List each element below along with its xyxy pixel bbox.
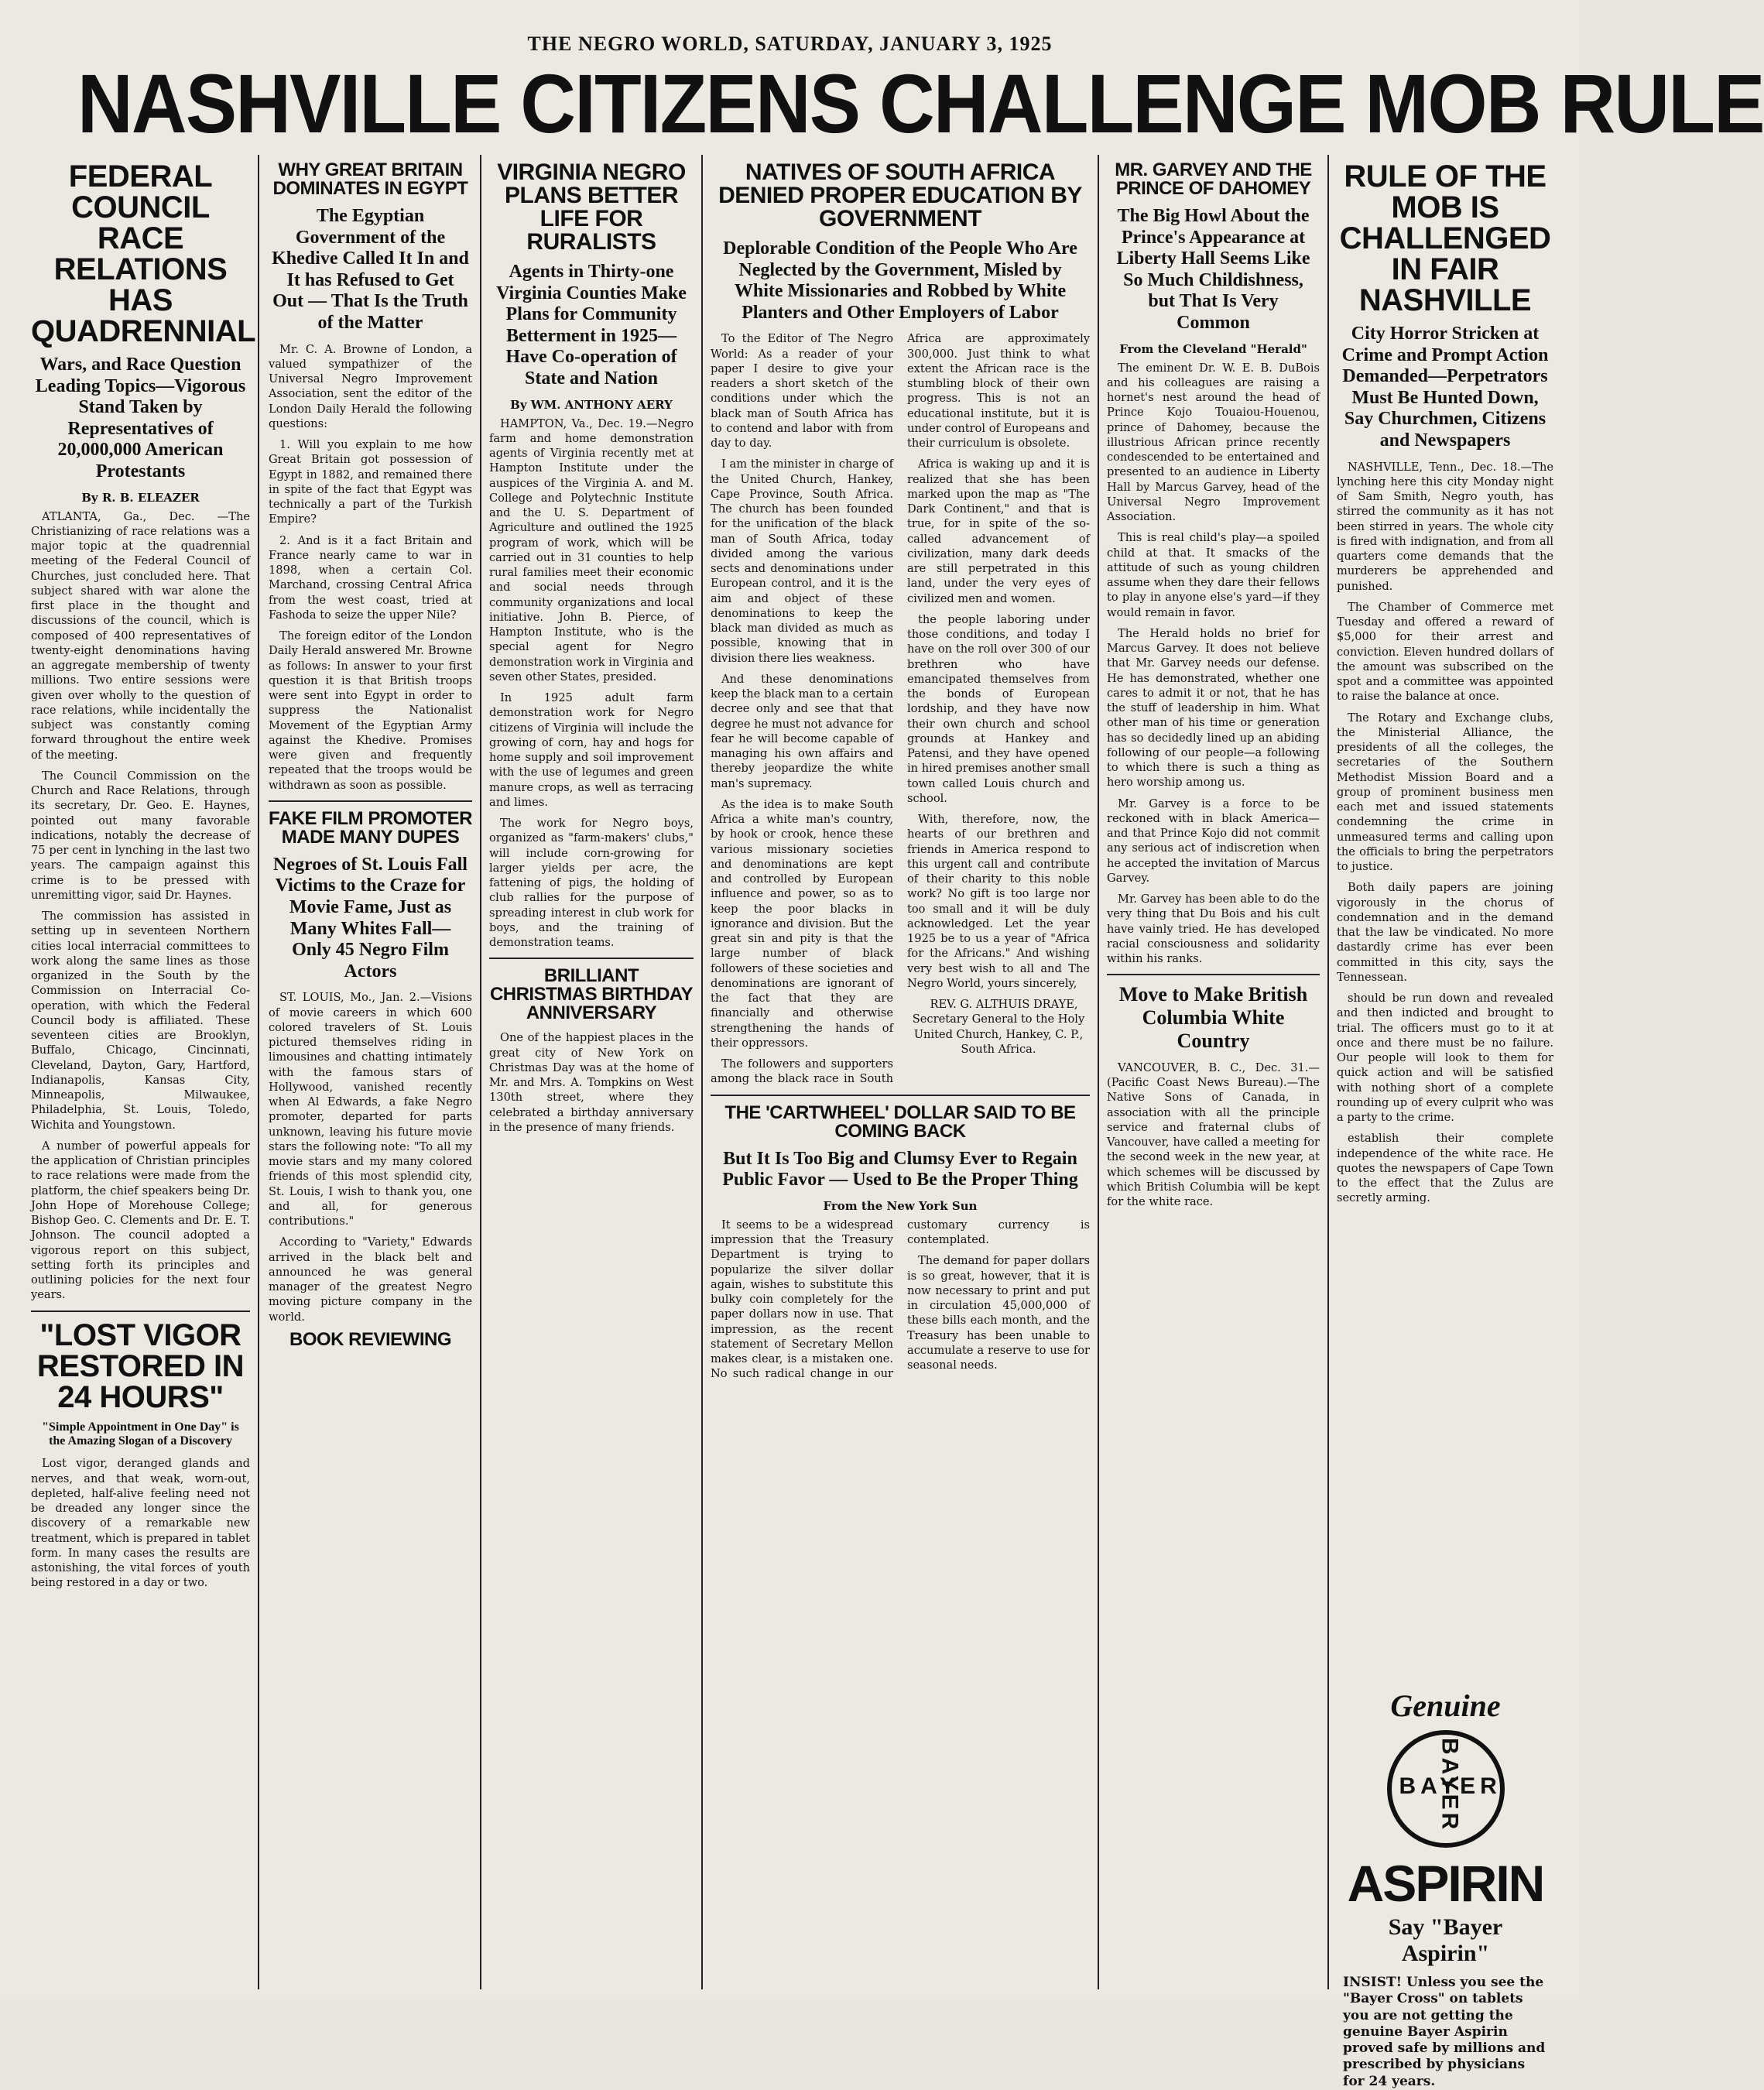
signature: REV. G. ALTHUIS DRAYE, Secretary General to the Holy United Church, Hankey, C. P., South Africa. (912, 998, 1085, 1056)
paragraph: The demand for paper dollars is so great, however, that it is now necessary to print and put in circulation 45,000,000 of these bills each month, and the Treasury has been unable to accumulate a reserve to use for seasonal needs. (907, 1254, 1090, 1372)
bayer-aspirin-ad (1343, 1687, 1548, 2089)
article-deck: Deplorable Condition of the People Who Are Neglected by the Government, Misled by White Missionaries and Robbed by White Planters and Other Employers of Labor (723, 238, 1077, 323)
paragraph: Both daily papers are joining vigorously in the chorus of condemnation and in the demand that the law be vindicated. No more dastardly crime has ever been committed in this city, says the Tennessean. (1337, 881, 1553, 984)
paragraph: The eminent Dr. W. E. B. DuBois and his colleagues are raising a hornet's nest around the head of Prince Kojo Touaiou-Houenou, prince of Dahomey, because the illustrious African prince recently condescended to be entertained and presented to an audience in Liberty Hall by Marcus Garvey, head of the Universal Negro Improvement Association. (1107, 361, 1320, 524)
article-headline: MR. GARVEY AND THE PRINCE OF DAHOMEY (1115, 159, 1312, 199)
byline: By R. B. ELEAZER (81, 490, 200, 505)
paragraph: A number of powerful appeals for the application of Christian principles to race relations were made from the platform, the chief speakers being Dr. John Hope of Morehouse College; Bishop Geo. C. Clements and Dr. E. T. Johnson. The council adopted a vigorous report on this subject, setting forth its principles and outlining policies for the next four years. (31, 1139, 250, 1302)
two-column-body (711, 331, 1090, 1086)
paragraph: This is real child's play—a spoiled child at that. It smacks of the attitude of such as young children assume when they dare their fellows to play in anyone else's yard—if they would remain in favor. (1107, 531, 1320, 619)
paragraph: HAMPTON, Va., Dec. 19.—Negro farm and home demonstration agents of Virginia recently met at Hampton Institute under the auspices of the Virginia A. and M. College and Polytechnic Institute and the U. S. Department of Agriculture and outlined the 1925 program of work, which will be carried out in 31 counties to help rural families meet their economic and social needs through community organizations and local initiative. John B. Pierce, of Hampton Institute, who is the special agent for Negro demonstration work in Virginia and seven other States, presided. (489, 416, 694, 684)
column-3 (481, 155, 703, 1989)
article-headline: BRILLIANT CHRISTMAS BIRTHDAY ANNIVERSARY (489, 965, 694, 1024)
paragraph: ST. LOUIS, Mo., Jan. 2.—Visions of movie careers in which 600 colored travelers of St. Louis pictured themselves riding in limousines and chatting intimately with the famous stars of Hollywood, vanished recently when Al Edwards, a fake Negro promoter, departed for parts unknown, leaving his future movie stars the following note: "To all my movie stars and my many colored friends of this most splendid city, St. Louis, I wish to thank you, one and all, for generous contributions." (269, 991, 472, 1228)
paragraph: The foreign editor of the London Daily Herald answered Mr. Browne as follows: In answer to your first question it is that British troops were sent into Egypt in order to suppress the Nationalist Movement of the Egyptian Army against the Khedive. Promises were given and frequently repeated that the troops would be withdrawn as soon as possible. (269, 629, 472, 792)
paragraph: the people laboring under those conditions, and today I have on the roll over 300 of our brethren who have emancipated themselves from the bonds of European lordship, and they have now their own church and school grounds at Hankey and Patensi, and they have opened in hired premises another small town called Louis church and school. (907, 612, 1090, 805)
paragraph: 2. And is it a fact Britain and France nearly came to war in 1898, when a certain Col. Marchand, crossing Central Africa from the west coast, tried at Fashoda to seize the upper Nile? (269, 533, 472, 622)
paragraph: ATLANTA, Ga., Dec. —The Christianizing of race relations was a major topic at the quadrennial meeting of the Federal Council of Churches, just concluded here. That subject shared with war alone the first place in the thought and discussions of the council, which is composed of 400 representatives of twenty-eight denominations having an aggregate membership of twenty millions. Two entire sessions were given over wholly to the question of race relations, while incidentally the subject was constantly coming forward throughout the entire week of the meeting. (31, 509, 250, 762)
article-headline: Move to Make British Columbia White Country (1118, 983, 1308, 1053)
paragraph: establish their complete independence of the white race. He quotes the newspapers of Cape Town to the effect that the Zulus are secretly arming. (1337, 1132, 1553, 1205)
paragraph: The work for Negro boys, organized as "farm-makers' clubs," will include corn-growing for larger yields per acre, the fattening of pigs, the holding of club rallies for the purpose of spreading interest in club work for boys, and the training of demonstration teams. (489, 817, 694, 950)
divider (1107, 974, 1320, 975)
column-5 (1099, 155, 1329, 1989)
paragraph: The followers and supporters among the black race in South Africa are approximately 300,000. Just think to what extent the African race is the stumbling block of their own progress. This is not an educational institute, but it is under control of Europeans and their curriculum is obsolete. (711, 332, 1090, 1086)
article-deck: Agents in Thirty-one Virginia Counties Make Plans for Community Betterment in 1925—Have Co-operation of State and Nation (496, 262, 687, 389)
article-deck: But It Is Too Big and Clumsy Ever to Regain Public Favor — Used to Be the Proper Thing (722, 1148, 1078, 1191)
article-deck: The Egyptian Government of the Khedive Called It In and It has Refused to Get Out — That Is the Truth of the Matter (272, 206, 469, 333)
article-headline: RULE OF THE MOB IS CHALLENGED IN FAIR NASHVILLE (1339, 159, 1551, 317)
paragraph: NASHVILLE, Tenn., Dec. 18.—The lynching here this city Monday night of Sam Smith, Negro youth, has stirred the community as it has not been stirred in years. The whole city is fired with indignation, and from all quarters come demands that the murderers be apprehended and punished. (1337, 460, 1553, 593)
paragraph: Mr. Garvey is a force to be reckoned with in black America—and that Prince Kojo did not commit any serious act of indiscretion when he accepted the invitation of Marcus Garvey. (1107, 797, 1320, 885)
article-deck: Negroes of St. Louis Fall Victims to the Craze for Movie Fame, Just as Many Whites Fall—Only 45 Negro Film Actors (273, 854, 468, 982)
article-deck: The Big Howl About the Prince's Appearance at Liberty Hall Seems Like So Much Childishness, but That Is Very Common (1116, 206, 1310, 333)
paragraph: With, therefore, now, the hearts of our brethren and friends in America respond to this urgent call and contribute of their charity to this noble work? No gift is too large nor too small and it will be duly acknowledged. Let the year 1925 be to us a year of "Africa for the Africans." And wishing very best wish to all and The Negro World, yours sincerely, (907, 813, 1090, 990)
paragraph: The Council Commission on the Church and Race Relations, through its secretary, Dr. Geo. E. Haynes, pointed out many favorable indications, notably the decrease of 75 per cent in lynching in the last two years. The campaign against this crime is to be pressed with unremitting vigor, said Dr. Haynes. (31, 769, 250, 902)
article-deck: "Simple Appointment in One Day" is the Amazing Slogan of a Discovery (42, 1420, 239, 1448)
paragraph: Mr. Garvey has been able to do the very thing that Du Bois and his cult have vainly tried. He has developed racial consciousness and solidarity within his ranks. (1107, 893, 1320, 966)
article-headline: VIRGINIA NEGRO PLANS BETTER LIFE FOR RURALISTS (497, 159, 686, 255)
article-deck: City Horror Stricken at Crime and Prompt Action Demanded—Perpetrators Must Be Hunted Down, Say Churchmen, Citizens and Newspapers (1341, 324, 1549, 451)
paragraph: Mr. C. A. Browne of London, a valued sympathizer of the Universal Negro Improvement Association, sent the editor of the London Daily Herald the following questions: (269, 342, 472, 430)
ad-product-name: ASPIRIN (1347, 1855, 1544, 1912)
divider (269, 800, 472, 802)
article-headline: THE 'CARTWHEEL' DOLLAR SAID TO BE COMING BACK (724, 1102, 1076, 1142)
paragraph: The Herald holds no brief for Marcus Garvey. It does not believe that Mr. Garvey needs our defense. He has demonstrated, whether one cares to admit it or not, that he has the stuff of leadership in him. What other man of his time or generation has so decidedly lined up an abiding following of our people—a following to which there is such a thing as hero worship among us. (1107, 626, 1320, 790)
paragraph: should be run down and revealed and then indicted and brought to trial. The officers must go to it at once and there must be no failure. Our people will look to them for quick action and will be satisfied with nothing short of a complete rounding up of every culprit who was a party to the crime. (1337, 992, 1553, 1125)
paragraph: 1. Will you explain to me how Great Britain got possession of Egypt in 1882, and remained there in spite of the fact that Egypt was technically a part of the Turkish Empire? (269, 438, 472, 526)
masthead: THE NEGRO WORLD, SATURDAY, JANUARY 3, 1925 (527, 33, 1053, 55)
column-2 (261, 155, 481, 1989)
ad-slogan: Say "Bayer Aspirin" (1388, 1914, 1503, 1966)
paragraph: I am the minister in charge of the United Church, Hankey, Cape Province, South Africa. The church has been founded for the unification of the black man of South Africa, today divided among the various sects and denominations under European control, and it is the aim and object of these denominations to keep the black man divided as much as possible, knowing that in division there lies weakness. (711, 457, 893, 665)
divider (489, 958, 694, 959)
article-headline: NATIVES OF SOUTH AFRICA DENIED PROPER EDUCATION BY GOVERNMENT (718, 159, 1082, 231)
two-column-body (711, 1218, 1090, 1382)
column-4 (703, 155, 1099, 1989)
paragraph: The Chamber of Commerce met Tuesday and offered a reward of $5,000 for their arrest and conviction. Eleven hundred dollars of the amount was subscribed on the spot and a committee was appointed to raise the balance at once. (1337, 600, 1553, 704)
banner-headline: NASHVILLE CITIZENS CHALLENGE MOB RULE (77, 57, 1764, 150)
source-line: From the Cleveland "Herald" (1119, 341, 1307, 356)
paragraph: According to "Variety," Edwards arrived in the black belt and announced he was general manager of the greatest Negro moving picture company in the world. (269, 1235, 472, 1324)
bayer-cross-vertical: BAYER (1437, 1738, 1463, 1833)
article-deck: Wars, and Race Question Leading Topics—Vigorous Stand Taken by Representatives of 20,000,000 American Protestants (35, 355, 246, 481)
bayer-cross-horizontal: BAYER (1399, 1773, 1502, 1799)
paragraph: It seems to be a widespread impression that the Treasury Department is trying to popularize the silver dollar again, wishes to substitute this bulky coin completely for the paper dollars now in use. That impression, as the recent statement of Secretary Mellon makes clear, is a mistaken one. No such radical change in our customary currency is contemplated. (711, 1218, 1090, 1381)
byline: By WM. ANTHONY AERY (510, 397, 673, 412)
paragraph: Lost vigor, deranged glands and nerves, and that weak, worn-out, depleted, half-alive feeling need not be dreaded any longer since the discovery of a remarkable new treatment, which is prepared in tablet form. In many cases the results are astonishing, the vital forces of youth being restored in a day or two. (31, 1457, 250, 1590)
paragraph: To the Editor of The Negro World: As a reader of your paper I desire to give your readers a short sketch of the conditions under which the black man of South Africa has to contend and labor with from day to day. (711, 332, 893, 451)
article-headline: WHY GREAT BRITAIN DOMINATES IN EGYPT (272, 159, 468, 199)
paragraph: The commission has assisted in setting up in seventeen Northern cities local interracial committees to work along the same lines as those organized in the South by the Commission on Interracial Co-operation, with which the Federal Council body is affiliated. These seventeen cities are Brooklyn, Buffalo, Chicago, Cincinnati, Cleveland, Dayton, Gary, Hartford, Indianapolis, Kansas City, Minneapolis, Milwaukee, Philadelphia, St. Louis, Toledo, Wichita and Youngstown. (31, 910, 250, 1132)
paragraph: The Rotary and Exchange clubs, the Ministerial Alliance, the presidents of all the colleges, the secretaries of the Southern Methodist Mission Board and a group of prominent business men each met and issued statements condemning the crime in unmeasured terms and calling upon the officials to bring the perpetrators to justice. (1337, 711, 1553, 874)
paragraph: One of the happiest places in the great city of New York on Christmas Day was at the home of Mr. and Mrs. A. Tompkins on West 130th street, where they celebrated a birthday anniversary in the presence of many friends. (489, 1031, 694, 1134)
ad-body: INSIST! Unless you see the "Bayer Cross" on tablets you are not getting the genuine Bayer Aspirin proved safe by millions and prescribed by physicians for 24 years. (1343, 1975, 1546, 2089)
paragraph: And these denominations keep the black man to a certain decree only and see that that degree he must not advance for fear he will become capable of managing his own affairs and thereby jeopardize the white man's supremacy. (711, 672, 893, 790)
paragraph: As the idea is to make South Africa a white man's country, by hook or crook, hence these various missionary societies and denominations are kept and controlled by European influence and power, so as to keep the poor blacks in ignorance and division. But the great sin and pity is that the large number of black followers of these societies and denominations are ignorant of the fact that they are financially and otherwise strengthening the hands of their oppressors. (711, 797, 893, 1050)
source-line: From the New York Sun (823, 1198, 978, 1213)
article-headline: FEDERAL COUNCIL RACE RELATIONS HAS QUADRENNIAL (31, 159, 256, 348)
article-headline: BOOK REVIEWING (289, 1328, 451, 1350)
ad-genuine-text: Genuine (1390, 1688, 1501, 1723)
bayer-cross-icon (1387, 1730, 1505, 1848)
article-headline: FAKE FILM PROMOTER MADE MANY DUPES (269, 807, 472, 848)
paragraph: Africa is waking up and it is realized that she has been marked upon the map as "The Dark Continent," and that is true, for in spite of the so-called advancement of civilization, many dark deeds are still perpetrated in this land, under the very eyes of civilized men and women. (907, 457, 1090, 605)
divider (31, 1311, 250, 1312)
column-1 (23, 155, 259, 1989)
article-headline: "LOST VIGOR RESTORED IN 24 HOURS" (36, 1317, 245, 1414)
divider (711, 1095, 1090, 1096)
paragraph: In 1925 adult farm demonstration work for Negro citizens of Virginia will include the growing of corn, hay and hogs for home supply and soil improvement with the use of legumes and green manure crops, as well as terracing and limes. (489, 691, 694, 809)
paragraph: VANCOUVER, B. C., Dec. 31.—(Pacific Coast News Bureau).—The Native Sons of Canada, in association with all the principle service and fraternal clubs of Vancouver, have called a meeting for the second week in the new year, at which schemes will be discussed by which British Columbia will be kept for the white race. (1107, 1060, 1320, 1209)
